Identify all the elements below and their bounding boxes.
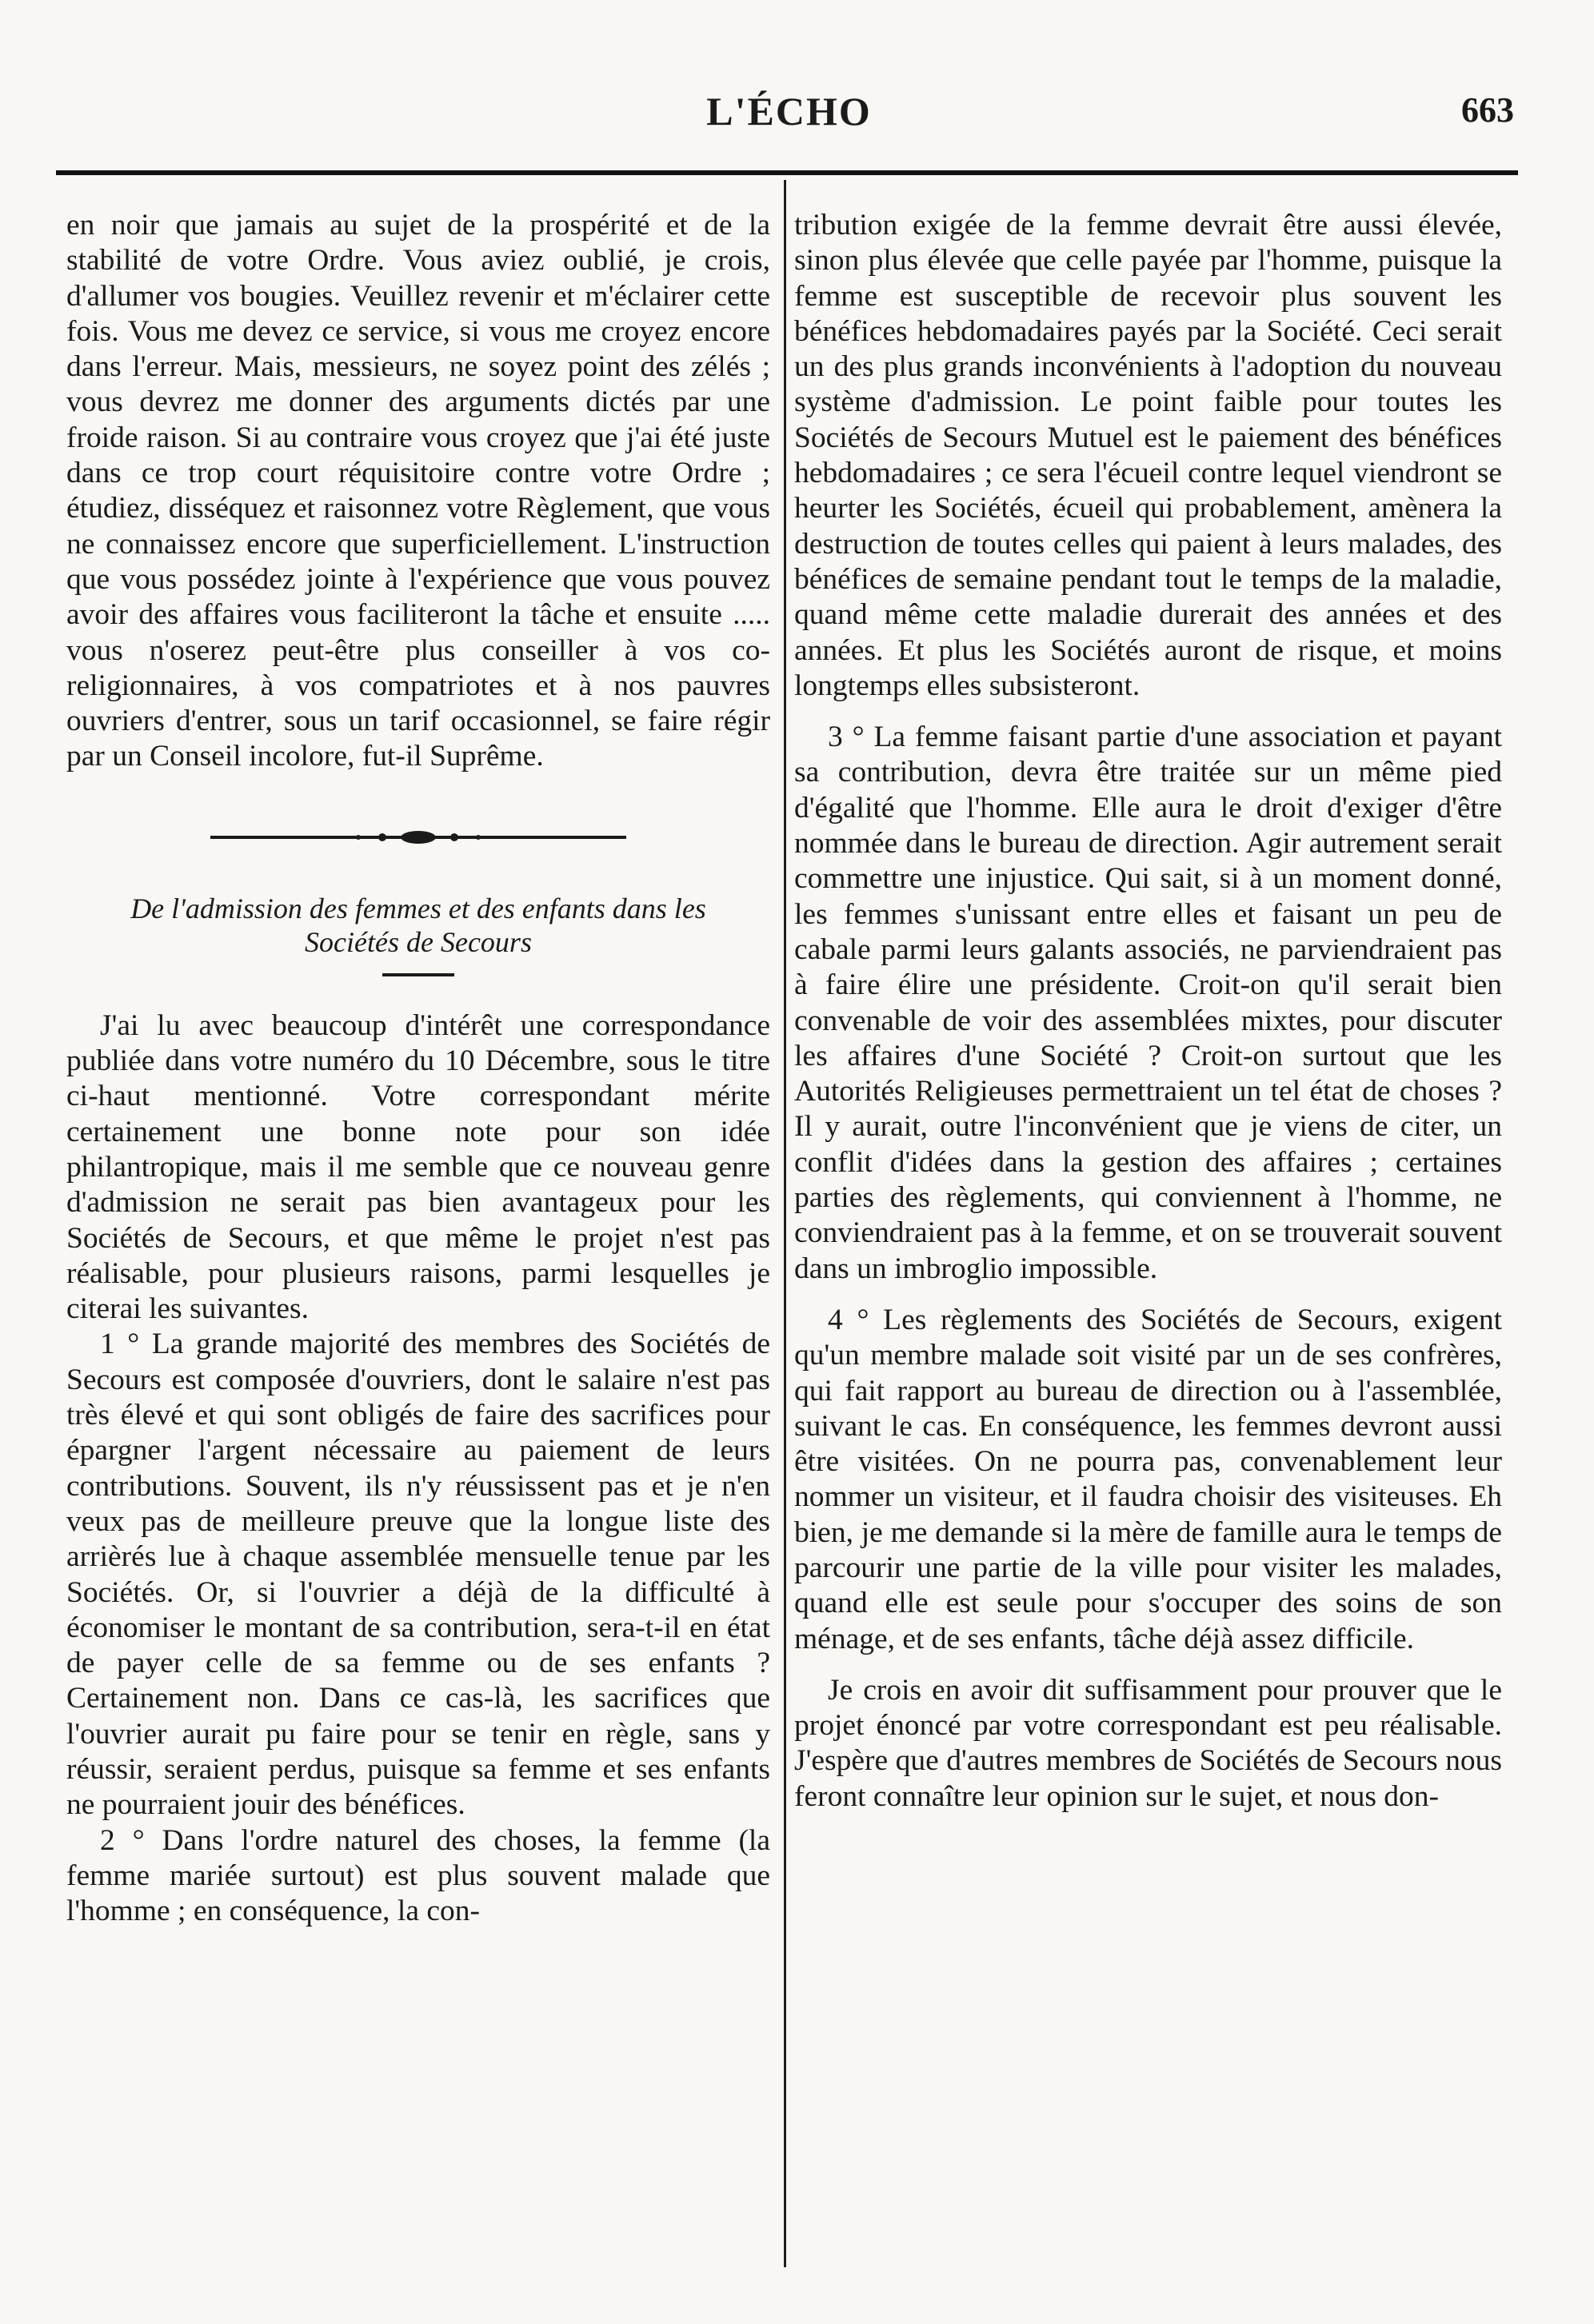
- article-paragraph-2: 1 ° La grande majorité des membres des Sociétés de Secours est composée d'ouvriers, dont le salaire n'est pas très élevé et qui sont obligés de faire des sacrifices pour épargner l'argent nécessaire au paiement de leurs contributions. Souvent, ils n'y réussissent pas et je n'en veux pas de meilleure preuve que la longue liste des arrièrés lue à chaque assemblée mensuelle tenue par les Sociétés. Or, si l'ouvrier a déjà de la difficulté à économiser le montant de sa contribution, sera-t-il en état de payer celle de sa femme ou de ses enfants ? Certainement non. Dans ce cas-là, les sacrifices que l'ouvrier aurait pu faire pour se tenir en règle, sans y réussir, seraient perdus, puisque sa femme et ses enfants ne pourraient jouir des bénéfices.: [66, 1328, 770, 1822]
- article-paragraph-6: 4 ° Les règlements des Sociétés de Secours, exigent qu'un membre malade soit visité par un de ses confrères, qui fait rapport au bureau de direction ou à l'assemblée, suivant le cas. En conséquence, les femmes devront aussi être visitées. On ne pourra pas, convenablement leur nommer un visiteur, et il faudra choisir des visiteuses. Eh bien, je me demande si la mère de famille aura le temps de parcourir une partie de la ville pour visiter les malades, quand elle est seule pour s'occuper des soins de son ménage, et de ses enfants, tâche déjà assez difficile.: [794, 1303, 1502, 1655]
- article-paragraph-1: J'ai lu avec beaucoup d'intérêt une correspondance publiée dans votre numéro du 10 Décembre, sous le titre ci-haut mentionné. Votre correspondant mérite certainement une bonne note pour son idée philantropique, mais il me semble que ce nouveau genre d'admission ne serait pas bien avantageux pour les Sociétés de Secours, et que même le projet n'est pas réalisable, pour plusieurs raisons, parmi lesquelles je citerai les suivantes.: [66, 1008, 770, 1326]
- left-column: [66, 208, 770, 1929]
- right-column: [794, 208, 1502, 1815]
- section-title-line-1: De l'admission des femmes et des enfants dans les: [130, 892, 706, 924]
- ornament-divider-icon: [210, 829, 626, 845]
- page-header: [56, 80, 1522, 152]
- header-rule: [56, 170, 1518, 175]
- article-paragraph-4: tribution exigée de la femme devrait être aussi élevée, sinon plus élevée que celle payée par l'homme, puisque la femme est susceptible de recevoir plus souvent les bénéfices hebdomadaires payés par la Société. Ceci serait un des plus grands inconvénients à l'adoption du nouveau système d'admission. Le point faible pour toutes les Sociétés de Secours Mutuel est le paiement des bénéfices hebdomadaires ; ce sera l'écueil contre lequel viendront se heurter les Sociétés, écueil qui probablement, amènera la destruction de toutes celles qui paient à leurs malades, des bénéfices de semaine pendant tout le temps de la maladie, quand même cette maladie durerait des années et des années. Et plus les Sociétés auront de risque, et moins longtemps elles subsisteront.: [794, 209, 1502, 702]
- section-ornament: [210, 829, 626, 845]
- article-paragraph-5: 3 ° La femme faisant partie d'une association et payant sa contribution, devra être traitée sur un même pied d'égalité que l'homme. Elle aura le droit d'exiger d'être nommée dans le bureau de direction. Agir autrement serait commettre une injustice. Qui sait, si à un moment donné, les femmes s'unissant entre elles et faisant un peu de cabale parmi leurs galants associés, ne parviendraient pas à faire élire une présidente. Croit-on qu'il serait bien convenable de voir des assemblées mixtes, pour discuter les affaires d'une Société ? Croit-on surtout que les Autorités Religieuses permettraient un tel état de choses ? Il y aurait, outre l'inconvénient que je viens de citer, un conflit d'idées dans la gestion des affaires ; certaines parties des règlements, qui conviennent à l'homme, ne conviendraient pas à la femme, et on se trouverait souvent dans un imbroglio impossible.: [794, 721, 1502, 1285]
- section-title-line-2: Sociétés de Secours: [305, 925, 532, 958]
- intro-paragraph: en noir que jamais au sujet de la prospérité et de la stabilité de votre Ordre. Vous aviez oublié, je crois, d'allumer vos bougies. Veuillez revenir et m'éclairer cette fois. Vous me devez ce service, si vous me croyez encore dans l'erreur. Mais, messieurs, ne soyez point des zélés ; vous devrez me donner des arguments dictés par une froide raison. Si au contraire vous croyez que j'ai été juste dans ce trop court réquisitoire contre votre Ordre ; étudiez, disséquez et raisonnez votre Règlement, que vous ne connaissez encore que superficiellement. L'instruction que vous possédez jointe à l'expérience que vous pouvez avoir des affaires vous faciliteront la tâche et ensuite ..... vous n'oserez peut-être plus conseiller à vos co-religionnaires, à vos compatriotes et à nos pauvres ouvriers d'entrer, sous un tarif occasionnel, se faire régir par un Conseil incolore, fut-il Suprême.: [66, 209, 770, 773]
- article-paragraph-7: Je crois en avoir dit suffisamment pour prouver que le projet énoncé par votre correspondant est peu réalisable. J'espère que d'autres membres de Sociétés de Secours nous feront connaître leur opinion sur le sujet, et nous don-: [794, 1673, 1502, 1813]
- article-paragraph-3: 2 ° Dans l'ordre naturel des choses, la femme (la femme mariée surtout) est plus souvent malade que l'homme ; en conséquence, la con-: [66, 1823, 770, 1928]
- title-underline: [382, 973, 454, 976]
- column-divider: [784, 180, 786, 2267]
- page-number: 663: [1461, 90, 1514, 130]
- running-title: L'ÉCHO: [706, 89, 872, 134]
- section-title: [66, 892, 770, 959]
